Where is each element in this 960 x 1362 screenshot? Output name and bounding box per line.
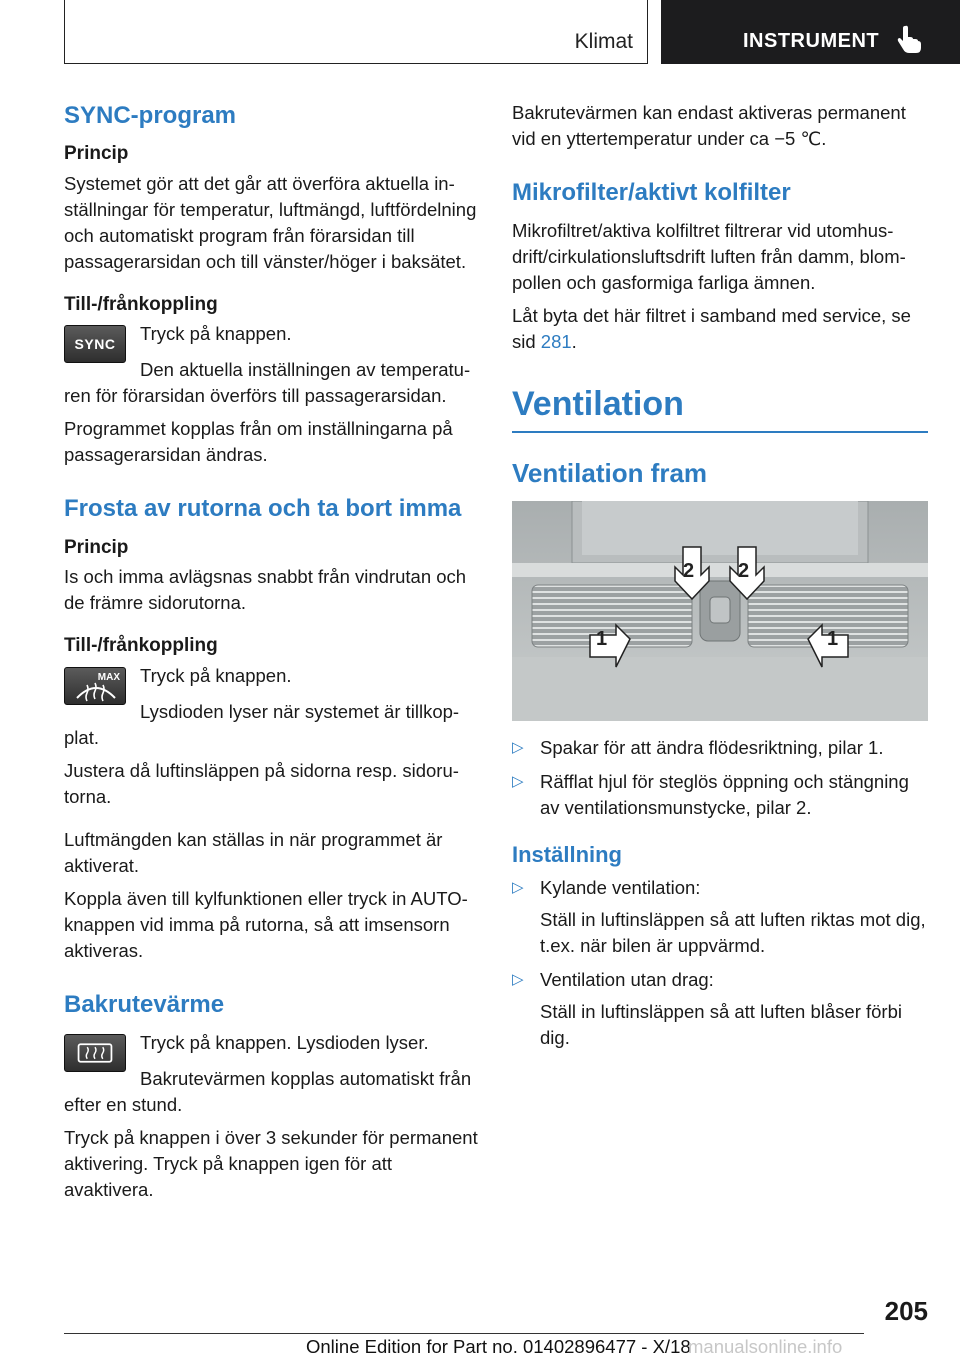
defrost-title: Frosta av rutorna och ta bort imma	[64, 495, 462, 523]
defrost-princip-heading: Princip	[64, 536, 129, 558]
defrost-press: Tryck på knappen.	[140, 664, 292, 686]
edition-text: Online Edition for Part no. 01402896477 - X/18	[306, 1336, 691, 1357]
filter-title: Mikrofilter/aktivt kolfilter	[512, 179, 791, 206]
windshield-defrost-max-icon: MAX	[64, 667, 126, 705]
right-column	[512, 100, 928, 1059]
defrost-amount: Luftmängden kan ställas in när programmet är aktiverat.	[64, 828, 443, 876]
header-chapter: INSTRUMENT	[743, 30, 880, 52]
rear-auto: Bakrutevärmen kopplas automatiskt från efter en stund.	[64, 1067, 472, 1115]
ventilation-bullets	[512, 735, 928, 821]
defrost-toggle-heading: Till-/frånkoppling	[64, 635, 218, 657]
filter-text-1: Mikrofiltret/aktiva kolfiltret filtrerar vid utomhusdrift/cirkulationsluftsdrift luften från damm, blompollen och gasformiga farliga ämnen.	[512, 220, 906, 294]
sync-button-icon: SYNC	[64, 325, 126, 363]
ventilation-title: Ventilation	[512, 384, 928, 433]
sync-princip-text: Systemet gör att det går att överföra aktuella inställningar för temperatur, luftmängd, luftfördelning och automatiskt program från förarsidan till passagerarsidan och till vänster/höger i baksätet.	[64, 172, 477, 272]
svg-text:2: 2	[683, 559, 695, 582]
rear-window-heater-icon	[64, 1034, 126, 1072]
ventilation-front-title: Ventilation fram	[512, 457, 708, 488]
triangle-icon: ▷	[512, 879, 524, 897]
defrost-also: Koppla även till kylfunktionen eller tryck in AUTO-knappen vid imma på rutorna, så att imsensorn aktiveras.	[64, 887, 468, 961]
header-section: Klimat	[574, 30, 633, 53]
list-item: ▷ Ventilation utan drag: Ställ in luftinsläppen så att luften blåser förbi dig.	[512, 969, 902, 1049]
page-link[interactable]: 281	[540, 331, 572, 353]
list-item: ▷ Räfflat hjul för steglös öppning och stängning av ventilationsmunstycke, pilar 2.	[512, 770, 909, 818]
sync-title: SYNC-program	[64, 102, 237, 129]
page-number: 205	[884, 1296, 928, 1326]
rear-press: Tryck på knappen. Lysdioden lyser.	[140, 1031, 429, 1053]
defrost-led: Lysdioden lyser när systemet är tillkopplat.	[64, 700, 460, 748]
left-column	[64, 100, 480, 1210]
sync-off: Programmet kopplas från om inställningarna på passagerarsidan ändras.	[64, 418, 453, 466]
defrost-adjust: Justera då luftinsläppen på sidorna resp. sidorutorna.	[64, 759, 459, 807]
sync-toggle-heading: Till-/frånkoppling	[64, 293, 218, 315]
defrost-princip-text: Is och imma avlägsnas snabbt från vindrutan och de främre sidorutorna.	[64, 566, 467, 614]
svg-text:1: 1	[827, 627, 839, 650]
list-item: ▷ Spakar för att ändra flödesriktning, pilar 1.	[512, 735, 928, 761]
footer-divider	[64, 1333, 864, 1334]
ventilation-photo	[512, 501, 928, 721]
triangle-icon: ▷	[512, 971, 524, 989]
setting-list	[512, 875, 928, 1051]
sync-desc: Den aktuella inställningen av temperaturen för förarsidan överförs till passagerarsidan.	[64, 359, 471, 407]
header-frame	[64, 0, 648, 64]
sync-press: Tryck på knappen.	[140, 323, 292, 345]
svg-text:2: 2	[738, 559, 750, 582]
header-chapter-tab[interactable]	[661, 0, 960, 64]
setting-title: Inställning	[512, 841, 622, 867]
rear-perm: Tryck på knappen i över 3 sekunder för permanent aktivering. Tryck på knappen igen för att avaktivera.	[64, 1126, 478, 1200]
rear-continuation: Bakrutevärmen kan endast aktiveras permanent vid en yttertemperatur under ca −5 ℃.	[512, 102, 906, 149]
triangle-icon: ▷	[512, 738, 524, 756]
svg-text:1: 1	[596, 627, 608, 650]
triangle-icon: ▷	[512, 772, 524, 790]
filter-text-2: Låt byta det här filtret i samband med service, se sid 281.	[512, 305, 911, 353]
pointing-hand-icon	[897, 24, 923, 54]
rear-title: Bakrutevärme	[64, 990, 225, 1018]
sync-princip-heading: Princip	[64, 143, 129, 165]
watermark: manualsonline.info	[688, 1336, 843, 1357]
list-item: ▷ Kylande ventilation: Ställ in luftinsläppen så att luften riktas mot dig, t.ex. när bilen är uppvärmd.	[512, 877, 926, 957]
